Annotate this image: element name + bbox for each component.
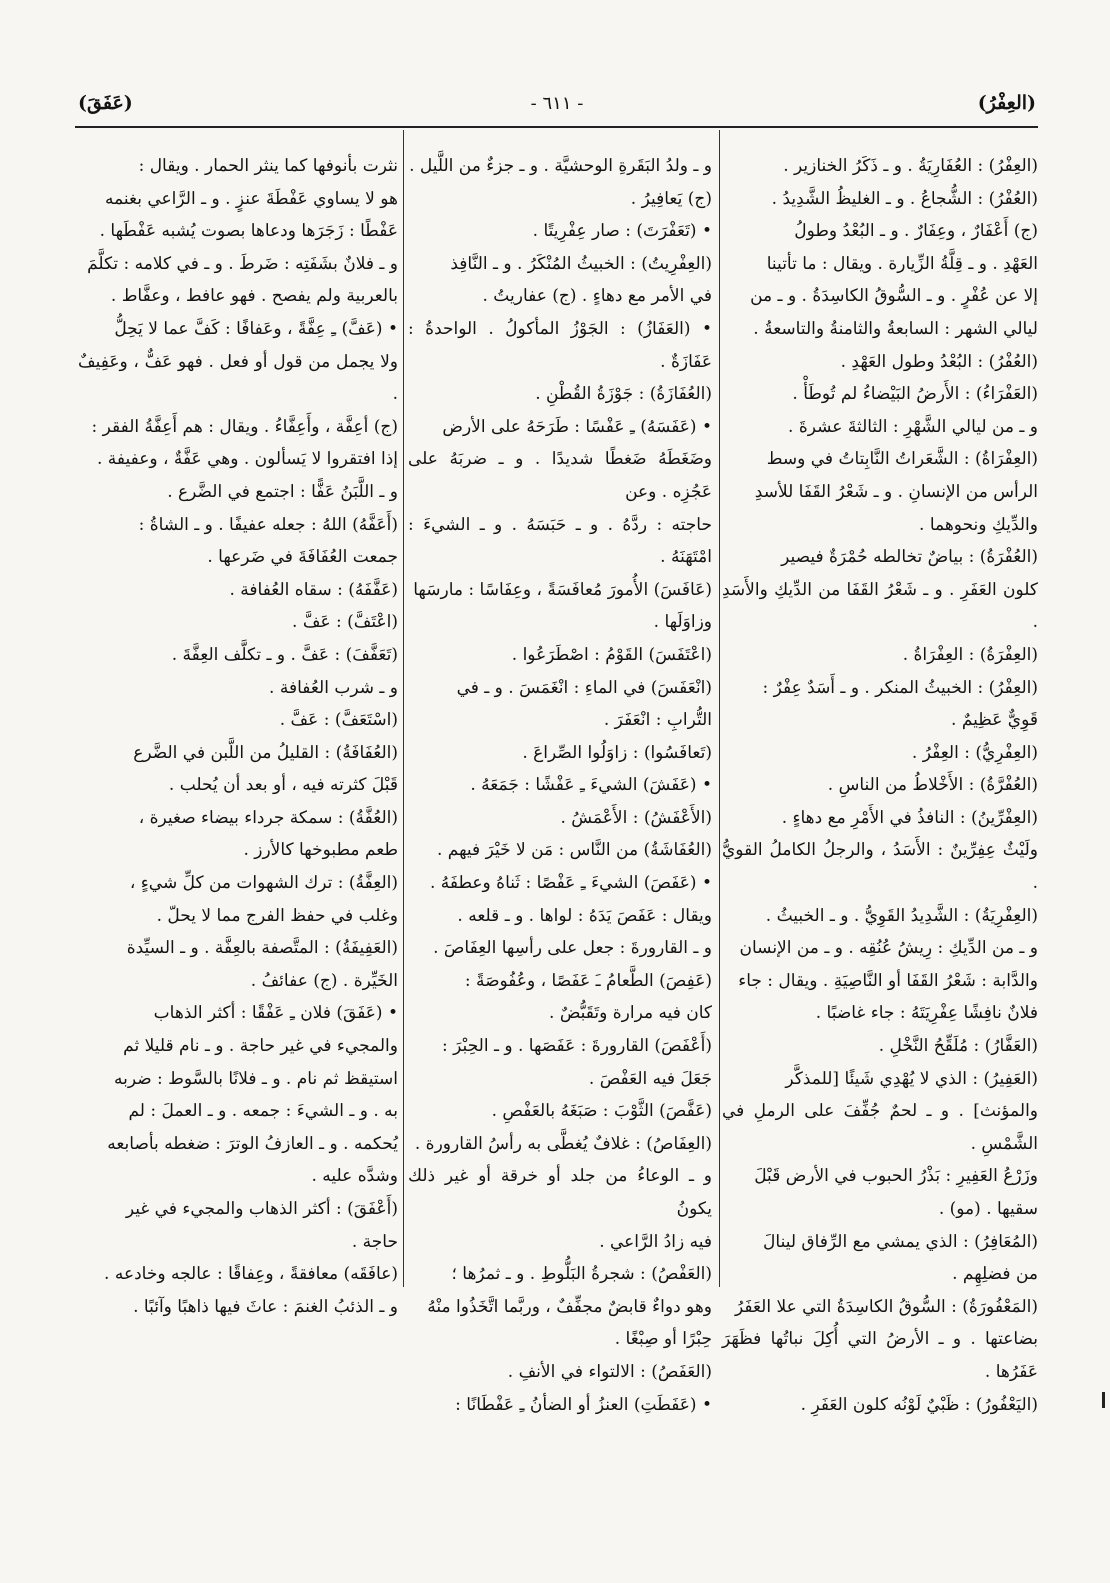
text-line: و ـ القارورةَ : جعل على رأسِها العِفَاصَ . (433, 938, 712, 959)
text-line: (عَفِصَ) الطَّعامُ ـَ عَفَصًا ، وعُفُوصَةً : (464, 970, 712, 991)
text-line: (العُفْرُ) : الشُّجاعُ . و ـ الغليظُ الشَّدِيدُ . (771, 188, 1038, 209)
text-line: بضاعتها . و ـ الأرضُ التي أُكِلَ نباتُها فظَهَرَ عَفَرُها . (722, 1329, 1038, 1382)
text-line: يُحكمه . و ـ العازفُ الوترَ : ضغطه بأصابعه (107, 1133, 398, 1154)
text-line: و ـ فلانٌ بشَفَتِه : ضَرطَ . و ـ في كلامه : تكلَّمَ (87, 253, 398, 274)
text-line: عَفْطًا : زَجَرَها ودعاها بصوت يُشبه عَفْطَها . (99, 221, 398, 242)
text-line: (العُفْرُ) : البُعْدُ وطول العَهْدِ . (840, 351, 1038, 372)
text-line: (اعْتَفَسَ) القَوْمُ : اصْطَرَعُوا . (511, 644, 712, 665)
text-line: و ـ الذئبُ الغنمَ : عاثَ فيها ذاهبًا وآئبًا . (133, 1296, 398, 1317)
text-line: • (عَفَطَتِ) العنزُ أو الضأنُ ـِ عَفْطَانًا : (455, 1394, 712, 1415)
text-line: (اعْتَفَّ) : عَفَّ . (292, 612, 398, 633)
margin-mark (1102, 1392, 1105, 1408)
header-rule (75, 126, 1038, 128)
text-line: (العِفْرَةُ) : العِفْرَاةُ . (902, 644, 1038, 665)
text-line: (عَفَّصَ) الثَّوْبَ : صَبَغَهُ بالعَفْصِ . (491, 1101, 712, 1122)
text-line: (العَفْصُ) : شجرةُ البَلُّوطِ . و ـ ثمرُها ؛ (451, 1264, 712, 1285)
text-line: • (عَفَسَهُ) ـِ عَفْسًا : طَرَحَهُ على الأرض (442, 416, 712, 437)
column-left (78, 150, 398, 1323)
text-line: (ج) أَعْفَارٌ ، وعِفَارٌ . و ـ البُعْدُ وطولُ (794, 221, 1038, 242)
text-line: كان فيه مرارة وتَقَبُّضٌ . (549, 1003, 712, 1024)
text-line: (العِفْرُ) : الخبيثُ المنكر . و ـ أَسَدٌ عِفْرٌ : (762, 677, 1038, 698)
text-line: (المَعْفُورَةُ) : السُّوقُ الكاسِدَةُ التي علا العَفَرُ (734, 1296, 1038, 1317)
text-line: (العَفَّارُ) : مُلَقِّحُ النَّخْلِ . (878, 1036, 1038, 1057)
text-line: التُّرابِ : انْعَفَرَ . (603, 710, 712, 731)
text-line: • (عَفَقَ) فلان ـِ عَفْقًا : أكثر الذهاب (153, 1003, 398, 1024)
text-line: (الأَعْفَشُ) : الأَعْمَشُ . (560, 807, 712, 828)
text-line: و ـ من الدِّيكِ : رِيشُ عُنُقِه . و ـ من الإنسان (739, 938, 1038, 959)
text-line: حاجته : ردَّهُ . و ـ حَبَسَهُ . و ـ الشيءَ : امْتَهَنَهُ . (408, 514, 712, 568)
text-line: (العِفْرِيَةُ) : الشَّدِيدُ القَوِيُّ . و ـ الخبيثُ . (765, 905, 1038, 926)
text-line: (العِفْرِّينُ) : النافذُ في الأَمْرِ مع دهاءٍ . (781, 807, 1038, 828)
text-line: قَوِيٌّ عَظِيمٌ . (951, 710, 1038, 731)
text-line: نثرت بأنوفها كما ينثر الحمار . ويقال : (138, 156, 398, 176)
text-line: (العُفَازَةُ) : جَوْزَةُ القُطْنِ . (535, 384, 712, 405)
text-line: (العِفَاصُ) : غلافٌ يُغطَّى به رأسُ القارورة . (414, 1133, 712, 1154)
text-line: والمجيء في غير حاجة . و ـ نام قليلا ثم (123, 1036, 398, 1057)
header-right-word: (العِفْرُ) (977, 92, 1036, 114)
text-line: (العَفِيرُ) : الذي لا يُهْدِي شَيئًا [للمذكَّر (785, 1068, 1038, 1089)
text-line: • (عَفَصَ) الشيءَ ـِ عَفْصًا : ثَناهُ وعطفَهُ . (429, 873, 712, 894)
text-line: (العُفَاشَةُ) من النَّاس : مَن لا خَيْرَ فيهم . (436, 840, 712, 861)
text-line: وشدَّه عليه . (311, 1166, 398, 1187)
page-number: - ٦١١ - (530, 92, 584, 114)
text-line: (العُفْرَّةُ) : الأَخْلاطُ من الناسِ . (827, 775, 1038, 796)
text-line: في الأمر مع دهاءٍ . (ج) عفاريتُ . (482, 286, 712, 307)
text-line: حاجة . (351, 1231, 398, 1252)
text-line: و ـ الوعاءُ من جلد أو خرقة أو غير ذلك يكونُ (408, 1166, 712, 1219)
text-line: وضَغَطَهُ ضَغطًا شديدًا . و ـ ضربَهُ على عَجُزِه . وعن (408, 449, 712, 502)
text-line: • (عَفَشَ) الشيءَ ـِ عَفْشًا : جَمَعَهُ . (470, 775, 712, 796)
page-header (78, 86, 1036, 120)
text-line: (تَعافَسُوا) : زاوَلُوا الصِّراعَ . (522, 742, 712, 763)
text-line: والدَّابة : شَعْرُ القَفَا أو النَّاصِيَةِ . ويقال : جاء (738, 970, 1038, 991)
text-line: (العِفْرِيتُ) : الخبيثُ المُنْكَرُ . و ـ النَّافِذ (450, 253, 712, 274)
text-line: (اسْتَعَفَّ) : عَفَّ . (279, 710, 398, 731)
text-line: (العُفَّةُ) : سمكة جرداء بيضاء صغيرة ، (138, 807, 398, 828)
text-line: إلا عن عُفْرٍ . و ـ السُّوقُ الكاسِدَةُ . و ـ من (750, 286, 1038, 307)
text-line: (ج) يَعافِيرُ . (630, 188, 712, 209)
text-line: (عَفَّفَهُ) : سقاه العُفافة . (229, 579, 398, 600)
column-divider-left (403, 130, 404, 1287)
text-line: حِبْرًا أو صِبْغًا . (614, 1329, 712, 1350)
text-line: و ـ شرب العُفافة . (269, 677, 398, 698)
text-line: فيه زادُ الرَّاعي . (599, 1231, 712, 1252)
text-line: (ج) أعِفَّة ، وأَعِفَّاءُ . ويقال : هم أَعِفَّةُ الفقر : (91, 416, 398, 437)
text-line: إذا افتقروا لا يَسألون . وهي عَفَّةٌ ، وعفيفة . (96, 449, 398, 470)
text-line: (أَعَفَّهُ) اللهُ : جعله عفيفًا . و ـ الشاةُ : (138, 514, 398, 535)
text-line: (العُفْرَةُ) : بياضٌ تخالطه حُمْرَةٌ فيصير (781, 547, 1038, 568)
text-line: ولا يجمل من قول أو فعل . فهو عَفٌّ ، وعَفِيفٌ . (78, 351, 398, 405)
column-divider-right (719, 130, 720, 1287)
text-line: و ـ اللَّبَنُ عَفًّا : اجتمع في الضَّرع . (167, 481, 398, 502)
column-right (722, 150, 1038, 1421)
text-line: • (تَعَفْرَتَ) : صار عِفْرِيتًا . (532, 221, 712, 242)
text-line: (تَعَفَّفَ) : عَفَّ . و ـ تكلَّف العِفَّةَ . (171, 644, 398, 665)
text-line: (العَفِيفَةُ) : المتَّصفة بالعِفَّة . و ـ السيِّدة (126, 938, 398, 959)
text-line: (أَعْفَصَ) القارورةَ : عَفَصَها . و ـ الحِبْرَ : (442, 1036, 712, 1057)
text-line: به . و ـ الشيءَ : جمعه . و ـ العملَ : لم (128, 1101, 398, 1122)
text-line: وغلب في حفظ الفرج مما لا يحلّ . (156, 905, 398, 926)
column-middle (408, 150, 712, 1421)
text-line: (المُعَافِرُ) : الذي يمشي مع الرِّفاق لينالَ (763, 1231, 1038, 1252)
text-line: • (عَفَّ) ـِ عِفَّةً ، وعَفافًا : كَفَّ عما لا يَحِلُّ (114, 318, 398, 339)
text-line: سقيها . (مو) . (938, 1199, 1038, 1219)
text-line: فلانٌ نافِشًا عِفْرِيَتَهُ : جاء غاضبًا . (815, 1003, 1038, 1024)
text-line: العَهْدِ . و ـ قِلَّةُ الزِّيارة . ويقال : ما تأتينا (766, 253, 1038, 274)
text-line: ليالي الشهر : السابعةُ والثامنةُ والتاسعةُ . (753, 318, 1038, 339)
text-line: الرأس من الإنسانِ . و ـ شَعْرُ القَفَا للأسدِ (754, 481, 1038, 502)
text-line: (أَعْفَقَ) : أكثر الذهاب والمجيء في غير (125, 1199, 398, 1219)
text-line: جَعَلَ فيه العَفْصَ . (588, 1068, 712, 1089)
text-line: كلون العَفَرِ . و ـ شَعْرُ القَفَا من الدِّيكِ والأَسَدِ . (722, 579, 1038, 633)
text-line: قَبْلَ كثرته فيه ، أو بعد أن يُحلب . (168, 775, 398, 796)
text-line: هو لا يساوي عَفْطَةَ عنزٍ . و ـ الرَّاعي بغنمه (104, 188, 398, 209)
text-line: (عافَقَه) معافقةً ، وعِفاقًا : عالجه وخادعه . (104, 1264, 398, 1285)
text-line: ويقال : عَفَصَ يَدَهُ : لواها . و ـ قلعه . (457, 905, 712, 926)
text-line: (العِفْرِيُّ) : العِفْرُ . (911, 742, 1038, 763)
text-line: (انْعَفَسَ) في الماءِ : انْغَمَسَ . و ـ في (456, 677, 712, 698)
text-line: • (العَفَازُ) : الجَوْزُ المأكولُ . الواحدةُ : عَفَازَةٌ . (408, 318, 712, 372)
text-line: (اليَعْفُورُ) : ظَبْيٌ لَوْنُه كلون العَفَرِ . (800, 1394, 1038, 1415)
text-line: (العِفْرَاةُ) : الشَّعَراتُ النَّابِتاتُ في وسط (766, 449, 1038, 470)
text-line: والدِّيكِ ونحوهما . (919, 514, 1038, 535)
text-line: الخَيِّرة . (ج) عفائفُ . (250, 970, 398, 991)
text-line: جمعت العُفَافَةَ في ضَرعها . (207, 547, 398, 568)
text-line: طعم مطبوخها كالأرز . (243, 840, 398, 861)
text-line: استيقظ ثم نام . و ـ فلانًا بالسَّوط : ضربه (113, 1068, 398, 1089)
text-line: و ـ ولدُ البَقَرةِ الوحشيَّة . و ـ جزءٌ من اللَّيل . (409, 156, 712, 176)
text-line: (العِفَّةُ) : ترك الشهوات من كلِّ شيءٍ ، (129, 873, 398, 894)
text-line: بالعربية ولم يفصح . فهو عافط ، وعفَّاط . (110, 286, 398, 307)
text-line: والمؤنث] . و ـ لحمٌ جُفِّفَ على الرملِ في الشَّمْسِ . (722, 1101, 1038, 1154)
text-line: وزَرْعُ العَفِيرِ : بَذْرُ الحبوب في الأرض قَبْلَ (754, 1166, 1038, 1187)
header-left-word: (عَفَقَ) (78, 92, 133, 114)
text-line: (العُفَافَةُ) : القليلُ من اللَّبن في الضَّرع (133, 742, 398, 763)
text-line: (عَافَسَ) الأُمورَ مُعافَسَةً ، وعِفَاسًا : مارسَها (413, 579, 712, 600)
text-line: وهو دواءٌ قابضٌ مجفِّفٌ ، وربَّما اتَّخَذُوا منْهُ (427, 1296, 712, 1317)
text-line: (العَفْرَاءُ) : الأَرضُ البَيْضاءُ لم تُوطَأْ . (792, 384, 1038, 405)
text-line: من فضلِهِم . (952, 1264, 1038, 1285)
text-line: (العِفْرُ) : العُفَارِيَةُ . و ـ ذَكَرُ الخنازير . (783, 156, 1038, 176)
text-line: وزاوَلَها . (653, 612, 712, 633)
text-line: (العَفَصُ) : الالتواء في الأنفِ . (507, 1361, 712, 1382)
text-line: و ـ من ليالي الشَّهْرِ : الثالثةَ عشرةَ . (788, 416, 1038, 437)
text-line: ولَيْثٌ عِفِرِّينٌ : الأَسَدُ ، والرجلُ الكاملُ القويُّ . (722, 840, 1038, 894)
